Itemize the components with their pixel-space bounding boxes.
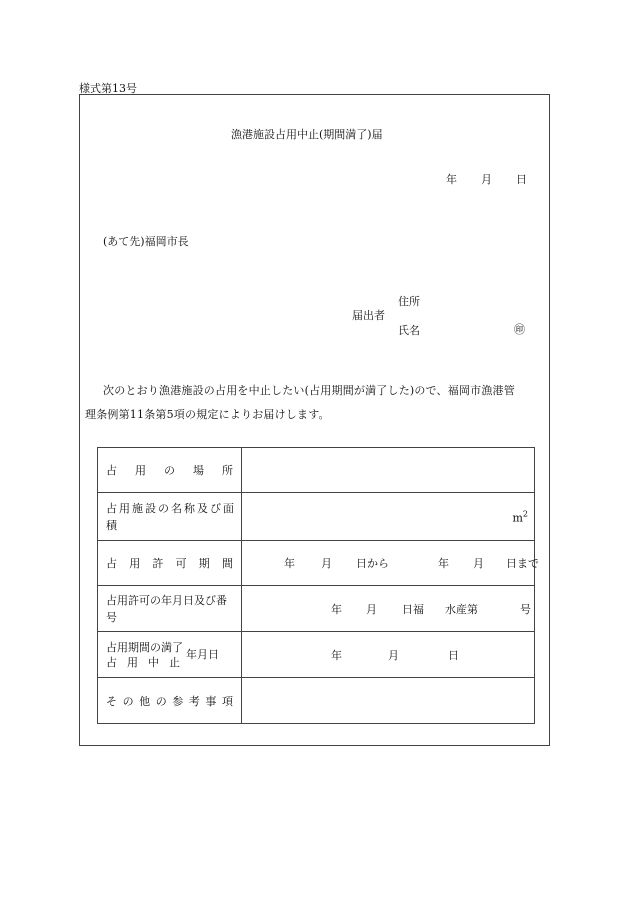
page-title: 漁港施設占用中止(期間満了)届: [231, 128, 383, 141]
value-permit-date-number[interactable]: [242, 586, 535, 632]
label-facility-name-area: 占用施設の名称及び面積: [98, 493, 242, 541]
body-text-line-2: 理条例第11条第5項の規定によりお届けします。: [85, 408, 330, 421]
applicant-label: 届出者: [352, 309, 385, 322]
form-table: [97, 447, 539, 724]
address-label: 住所: [398, 295, 420, 308]
permit-office: 水産第: [445, 602, 478, 616]
table-row: [98, 632, 535, 678]
value-expiry-stop-date[interactable]: [242, 632, 535, 678]
stop-year: 年: [331, 648, 342, 662]
table-row: [98, 678, 535, 724]
seal-icon: ㊞: [514, 323, 525, 336]
label-permit-period: 占 用 許 可 期 間: [98, 541, 242, 586]
area-unit: $m^2$: [512, 509, 528, 524]
value-permit-period[interactable]: [242, 541, 539, 586]
addressee: (あて先)福岡市長: [103, 235, 189, 248]
period-to-day: 日まで: [506, 557, 539, 570]
period-from-month: 月: [321, 557, 332, 570]
permit-month: 月: [366, 602, 377, 616]
period-from-day: 日から: [356, 557, 389, 570]
label-location: 占 用 の 場 所: [98, 448, 242, 493]
permit-number-suffix: 号: [520, 602, 531, 616]
name-label: 氏名: [398, 324, 420, 337]
table-row: [98, 586, 535, 632]
date-month-label: 月: [481, 173, 492, 186]
body-text-line-1: 次のとおり漁港施設の占用を中止したい(占用期間が満了した)ので、福岡市漁港管: [103, 384, 515, 397]
period-to-year: 年: [438, 557, 449, 570]
form-number: 様式第13号: [79, 82, 137, 95]
table-row: [98, 493, 535, 541]
period-to-month: 月: [473, 557, 484, 570]
value-other-notes[interactable]: [242, 678, 535, 724]
stop-month: 月: [388, 648, 399, 662]
label-permit-date-number: 占用許可の年月日及び番号: [98, 586, 242, 632]
permit-day: 日福: [402, 602, 424, 616]
table-row: [98, 541, 535, 586]
label-expiry-stop-date: 占用期間の満了 占用中止 年月日: [98, 632, 242, 678]
label-other-notes: そ の 他 の 参 考 事 項: [98, 678, 242, 724]
value-facility-name-area[interactable]: [242, 493, 535, 541]
date-year-label: 年: [446, 173, 457, 186]
stop-day: 日: [448, 648, 459, 662]
value-location[interactable]: [242, 448, 535, 493]
table-row: [98, 448, 535, 493]
permit-year: 年: [331, 602, 342, 616]
date-day-label: 日: [516, 173, 527, 186]
period-from-year: 年: [284, 557, 295, 570]
